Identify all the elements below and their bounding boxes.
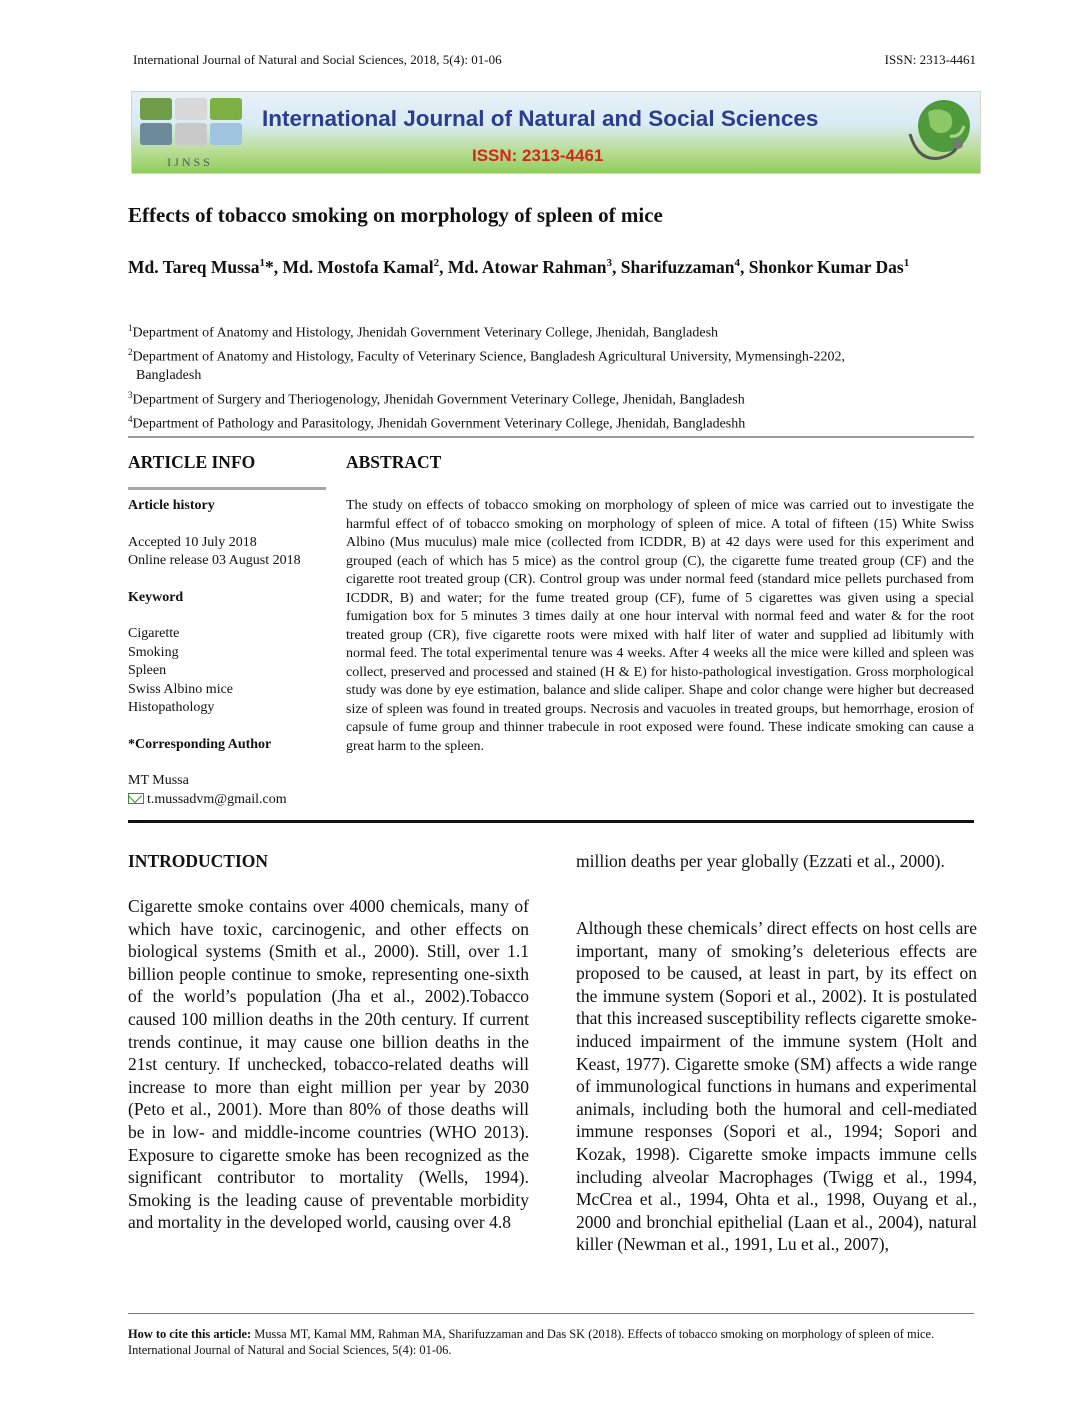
- citation-footer: [128, 1326, 974, 1358]
- author-name: Md. Mostofa Kamal: [282, 256, 434, 277]
- affiliation: [128, 343, 974, 367]
- email-line: [128, 791, 338, 810]
- affiliation-mark: 1: [128, 323, 133, 333]
- article-info: [128, 497, 338, 809]
- author-separator: ,: [740, 256, 749, 277]
- cite-label: How to cite this article:: [128, 1327, 252, 1341]
- divider: [128, 436, 974, 438]
- author-list: [128, 251, 974, 279]
- author-name: Shonkor Kumar Das: [748, 256, 904, 277]
- accepted-date: Accepted 10 July 2018: [128, 534, 257, 550]
- affiliation-mark: 2: [128, 347, 133, 358]
- intro-left-paragraph: Cigarette smoke contains over 4000 chemicals, many of which have toxic, carcinogenic, and other effects on biological systems (Smith et al., 2000). Still, over 1.1 billion people continue to smoke, representing one-sixth of the world’s population (Jha et al., 2002).Tobacco caused 100 million deaths in the 20th century. If current trends continue, it may cause one billion deaths in the 21st century. If unchecked, tobacco-related deaths will increase to more than eight million per year by 2030 (Peto et al., 2001). More than 80% of those deaths will be in low- and middle-income countries (WHO 2013). Exposure to cigarette smoke has been recognized as the significant contributor to mortality (Wells, 1994). Smoking is the leading cause of preventable morbidity and mortality in the developed world, causing over 4.8: [128, 896, 529, 1233]
- email-link[interactable]: t.mussadvm@gmail.com: [147, 791, 287, 807]
- author-affiliation-mark: 2: [433, 257, 440, 269]
- intro-right-paragraph-continued: million deaths per year globally (Ezzati et al., 2000).: [576, 851, 945, 871]
- header-issn: ISSN: 2313-4461: [884, 52, 976, 67]
- keyword: Spleen: [128, 663, 167, 678]
- paper-title: Effects of tobacco smoking on morphology of spleen of mice: [128, 203, 663, 227]
- affiliation-text: Department of Pathology and Parasitology, Jhenidah Government Veterinary College, Jhenidah, Bangladeshh: [132, 416, 746, 432]
- keyword: Smoking: [128, 644, 179, 660]
- author-separator: ,: [612, 256, 621, 277]
- journal-banner: [131, 91, 981, 174]
- corresponding-author-label: *Corresponding Author: [128, 736, 272, 752]
- keyword: Cigarette: [128, 626, 180, 641]
- affiliation: [128, 410, 974, 434]
- abstract-text: The study on effects of tobacco smoking on morphology of spleen of mice was carried out to investigate the harmful effect of of tobacco smoking on morphology of spleen of mice. A total of fifteen (15) White Swiss Albino (Mus muculus) male mice (collected from ICDDR, B) at 42 days were used for this experiment and grouped (each of which has 5 mice) as the control group (C), the cigarette fume treated group (CF) and the cigarette root treated group (CR). Control group was under normal feed (standard mice pellets purchased from ICDDR, B) and water; for the fume treated group (CF), fume of 5 cigarettes was given using a special fumigation box for 5 minutes 3 times daily at one hour interval with normal feed and water & for the root treated group (CR), five cigarette roots were mixed with half liter of water and supplied ad libitumly with normal feed. The total experimental tenure was 4 weeks. After 4 weeks all the mice were killed and spleen was collect, preserved and processed and stained (H & E) for histo-pathological investigation. Gross morphological study was done by eye estimation, balance and slide caliper. Shape and color change were higher but decreased size of spleen was found in treated groups. Necrosis and vacuoles in treated groups, but hemorrhage, erosion of capsule of fume group and thinner trabecule in root exposed were found. These indicate smoking can cause a great harm to the spleen.: [346, 498, 974, 754]
- affiliation-text: Department of Anatomy and Histology, Faculty of Veterinary Science, Bangladesh Agricultural University, Mymensingh-2202,: [132, 349, 846, 365]
- affiliation-list: [128, 319, 974, 434]
- affiliation: [128, 386, 974, 410]
- affiliation-continued: Bangladesh: [136, 368, 202, 384]
- running-header: [133, 52, 976, 68]
- affiliation-text: Department of Anatomy and Histology, Jhenidah Government Veterinary College, Jhenidah, Bangladesh: [132, 325, 719, 341]
- keyword: Histopathology: [128, 700, 215, 715]
- keyword: Swiss Albino mice: [128, 681, 234, 697]
- author-affiliation-mark: 1: [259, 257, 265, 269]
- affiliation: [128, 319, 974, 343]
- journal-citation: International Journal of Natural and Social Sciences, 2018, 5(4): 01-06: [133, 52, 502, 67]
- affiliation-mark: 4: [128, 413, 133, 424]
- online-release-date: Online release 03 August 2018: [128, 553, 301, 568]
- divider: [128, 1313, 974, 1314]
- affiliation-text: Department of Surgery and Theriogenology, Jhenidah Government Veterinary College, Jhenidah, Bangladesh: [132, 392, 745, 408]
- author-name: Md. Tareq Mussa: [128, 256, 260, 277]
- author-affiliation-mark: 4: [734, 257, 741, 269]
- abstract-heading: ABSTRACT: [346, 452, 442, 472]
- keyword-list: [128, 625, 338, 718]
- author-separator: *,: [264, 256, 283, 277]
- corresponding-author-name: MT Mussa: [128, 773, 189, 788]
- divider: [128, 487, 326, 490]
- author-name: Md. Atowar Rahman: [447, 256, 607, 277]
- author-affiliation-mark: 1: [903, 257, 910, 269]
- banner-logo-text: IJNSS: [167, 155, 213, 169]
- article-history-label: Article history: [128, 498, 215, 513]
- divider: [128, 820, 974, 823]
- keyword-label: Keyword: [128, 589, 184, 605]
- author-affiliation-mark: 3: [606, 257, 613, 269]
- banner-title: International Journal of Natural and Social Sciences: [262, 106, 819, 131]
- email-icon: [128, 793, 144, 804]
- banner-issn: ISSN: 2313-4461: [472, 146, 604, 165]
- article-info-heading: ARTICLE INFO: [128, 452, 256, 472]
- intro-right-paragraph: Although these chemicals’ direct effects on host cells are important, many of smoking’s deleterious effects are proposed to be caused, at least in part, by its effect on the immune system (Sopori et al., 2002). It is postulated that this increased susceptibility reflects cigarette smoke-induced impairment of the immune system (Holt and Keast, 1977). Cigarette smoke (SM) affects a wide range of immunological functions in humans and experimental animals, including both the humoral and cell-mediated immune responses (Sopori et al., 1994; Sopori and Kozak, 1998). Cigarette smoke impacts immune cells including alveolar Macrophages (Twigg et al., 1994, McCrea et al., 1994, Ohta et al., 1998, Ouyang et al., 2000 and bronchial epithelial (Laan et al., 2004), natural killer (Newman et al., 1991, Lu et al., 2007),: [576, 918, 977, 1255]
- author-name: Sharifuzzaman: [620, 256, 735, 277]
- banner-logo-collage: [138, 96, 242, 170]
- cite-text: Mussa MT, Kamal MM, Rahman MA, Sharifuzzaman and Das SK (2018). Effects of tobacco smoking on morphology of spleen of mice. International Journal of Natural and Social Sciences, 5(4): 01-06.: [128, 1327, 935, 1357]
- globe-stethoscope-icon: [900, 96, 974, 170]
- introduction-heading: INTRODUCTION: [128, 851, 269, 871]
- author-separator: ,: [439, 256, 448, 277]
- affiliation-mark: 3: [128, 389, 133, 400]
